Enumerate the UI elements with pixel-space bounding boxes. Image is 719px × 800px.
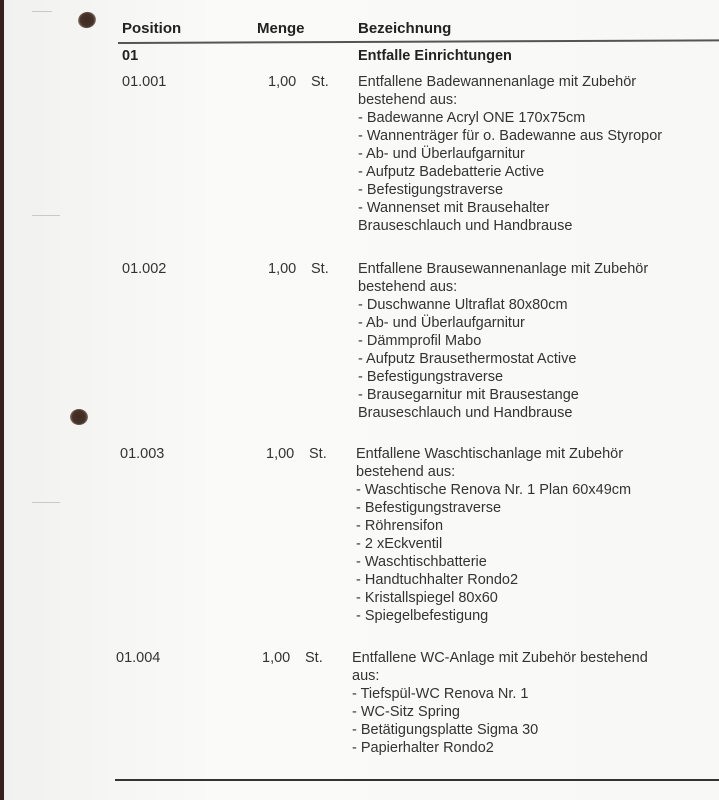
description-line: Brauseschlauch und Handbrause: [358, 218, 573, 234]
description-line: bestehend aus:: [356, 464, 456, 480]
description: [352, 649, 648, 757]
description-line: - 2 xEckventil: [356, 536, 443, 552]
description-line: bestehend aus:: [358, 92, 458, 108]
description-line: - Waschtische Renova Nr. 1 Plan 60x49cm: [356, 482, 632, 498]
description-line: - Röhrensifon: [356, 518, 444, 534]
description-line: - Aufputz Brausethermostat Active: [358, 351, 577, 367]
column-header-bezeichnung: Bezeichnung: [358, 20, 452, 37]
description-line: - Wannenträger für o. Badewanne aus Styropor: [358, 128, 663, 144]
description-line: - Ab- und Überlaufgarnitur: [358, 315, 525, 331]
description-line: Entfallene Badewannenanlage mit Zubehör: [358, 74, 637, 90]
position-number: 01.003: [120, 446, 165, 462]
unit: St.: [311, 261, 329, 277]
margin-mark: [32, 215, 60, 216]
unit: St.: [305, 650, 323, 666]
position-number: 01.001: [122, 74, 167, 90]
description-line: - Tiefspül-WC Renova Nr. 1: [352, 686, 529, 702]
description-line: Entfallene Waschtischanlage mit Zubehör: [356, 446, 624, 462]
margin-mark: [32, 11, 52, 12]
column-header-menge: Menge: [257, 20, 305, 37]
description-line: - Befestigungstraverse: [358, 369, 504, 385]
description-line: - Papierhalter Rondo2: [352, 740, 494, 756]
quantity: 1,00: [268, 74, 297, 90]
description-line: - Spiegelbefestigung: [356, 608, 489, 624]
position-number: 01.002: [122, 261, 167, 277]
description-line: - Ab- und Überlaufgarnitur: [358, 146, 525, 162]
description-line: - Aufputz Badebatterie Active: [358, 164, 545, 180]
description-line: aus:: [352, 668, 380, 684]
description-line: - Waschtischbatterie: [356, 554, 487, 570]
margin-mark: [32, 502, 60, 503]
description: [356, 445, 631, 625]
description-line: - Befestigungstraverse: [358, 182, 504, 198]
quantity: 1,00: [262, 650, 291, 666]
description-line: - Wannenset mit Brausehalter: [358, 200, 550, 216]
description: [358, 73, 662, 235]
description-line: - Badewanne Acryl ONE 170x75cm: [358, 110, 586, 126]
description-line: Entfallene WC-Anlage mit Zubehör bestehend: [352, 650, 648, 666]
quantity: 1,00: [268, 261, 297, 277]
bottom-divider: [115, 779, 719, 781]
description-line: - Dämmprofil Mabo: [358, 333, 482, 349]
description-line: - WC-Sitz Spring: [352, 704, 460, 720]
quantity: 1,00: [266, 446, 295, 462]
description-line: - Befestigungstraverse: [356, 500, 502, 516]
description: [358, 260, 648, 422]
description-line: bestehend aus:: [358, 279, 458, 295]
description-line: - Brausegarnitur mit Brausestange: [358, 387, 579, 403]
group-number: 01: [122, 48, 139, 64]
description-line: - Betätigungsplatte Sigma 30: [352, 722, 539, 738]
punch-hole-icon: [70, 409, 88, 425]
description-line: Brauseschlauch und Handbrause: [358, 405, 573, 421]
description-line: - Handtuchhalter Rondo2: [356, 572, 519, 588]
description-line: Entfallene Brausewannenanlage mit Zubehör: [358, 261, 649, 277]
unit: St.: [311, 74, 329, 90]
table-header: [122, 20, 719, 40]
column-header-position: Position: [122, 20, 182, 37]
position-number: 01.004: [116, 650, 161, 666]
description-line: - Kristallspiegel 80x60: [356, 590, 498, 606]
group-title: Entfalle Einrichtungen: [358, 48, 512, 64]
unit: St.: [309, 446, 327, 462]
description-line: - Duschwanne Ultraflat 80x80cm: [358, 297, 568, 313]
